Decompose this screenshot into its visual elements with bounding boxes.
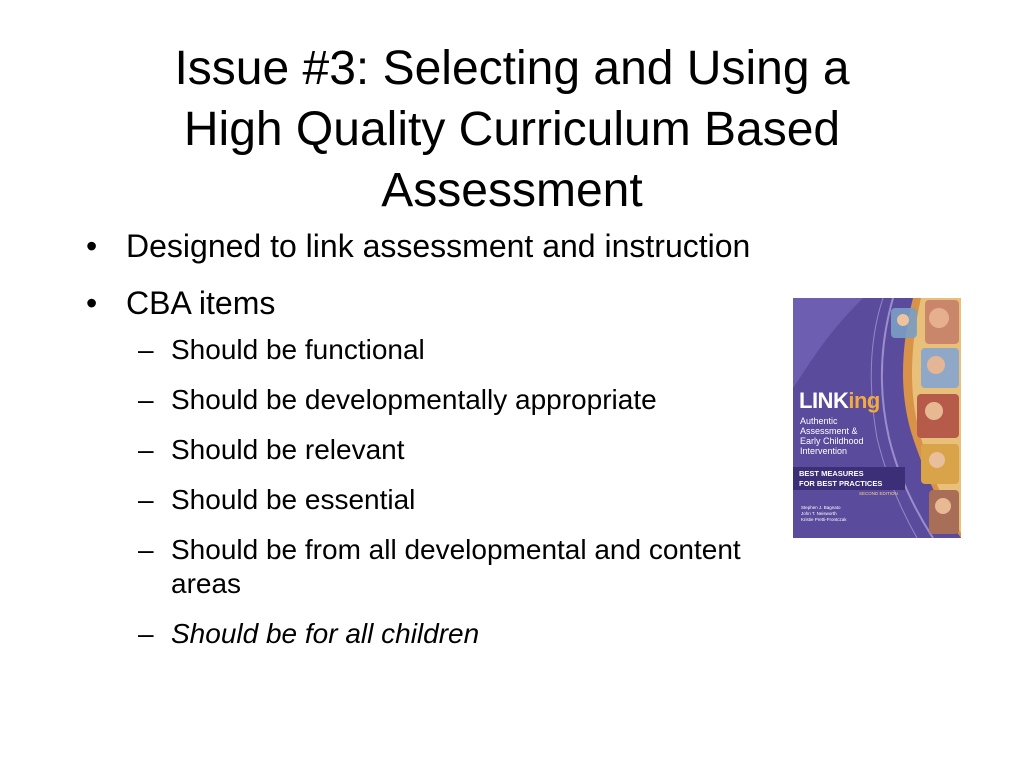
sub-bullet-marker: – — [138, 434, 154, 465]
book-authors: Stephen J. Bagnato John T. Neisworth Kristie Pretti-Frontczak — [801, 505, 847, 522]
slide-body — [86, 226, 906, 667]
bullet-item — [86, 283, 906, 323]
book-subtitle: Authentic Assessment & Early Childhood Intervention — [800, 416, 864, 456]
book-edition: SECOND EDITION — [859, 491, 898, 496]
title-line: High Quality Curriculum Based — [183, 103, 841, 156]
sub-bullet-text: Should be relevant — [171, 434, 405, 465]
bullet-marker: • — [86, 228, 98, 264]
bullet-marker: • — [86, 285, 98, 321]
bullet-text: Designed to link assessment and instruction — [126, 228, 751, 264]
sub-bullet-item — [86, 333, 906, 367]
sub-bullet-item — [86, 483, 906, 517]
title-line: Assessment — [381, 164, 643, 217]
sub-bullet-marker: – — [138, 484, 154, 515]
sub-bullet-text: Should be from all developmental and content — [171, 534, 741, 565]
sub-bullet-item — [86, 617, 906, 651]
sub-bullet-item — [86, 533, 906, 601]
bullet-text: CBA items — [126, 285, 276, 321]
sub-bullet-text: Should be for all children — [171, 618, 480, 649]
sub-bullet-item — [86, 433, 906, 467]
slide-title — [60, 38, 964, 221]
book-cover-image — [793, 298, 961, 538]
sub-bullet-marker: – — [138, 534, 154, 565]
book-title: LINKing — [799, 388, 880, 413]
sub-bullet-text: Should be essential — [171, 484, 416, 515]
sub-bullet-text: Should be developmentally appropriate — [171, 384, 657, 415]
title-line: Issue #3: Selecting and Using a — [174, 42, 850, 95]
sub-bullet-marker: – — [138, 334, 154, 365]
book-band: BEST MEASURES FOR BEST PRACTICES — [793, 467, 905, 490]
sub-bullet-marker: – — [138, 384, 154, 415]
bullet-item — [86, 226, 906, 266]
sub-bullet-text-continued: areas — [171, 568, 242, 599]
sub-bullet-text: Should be functional — [171, 334, 425, 365]
sub-bullet-item — [86, 383, 906, 417]
sub-bullet-marker: – — [138, 618, 154, 649]
